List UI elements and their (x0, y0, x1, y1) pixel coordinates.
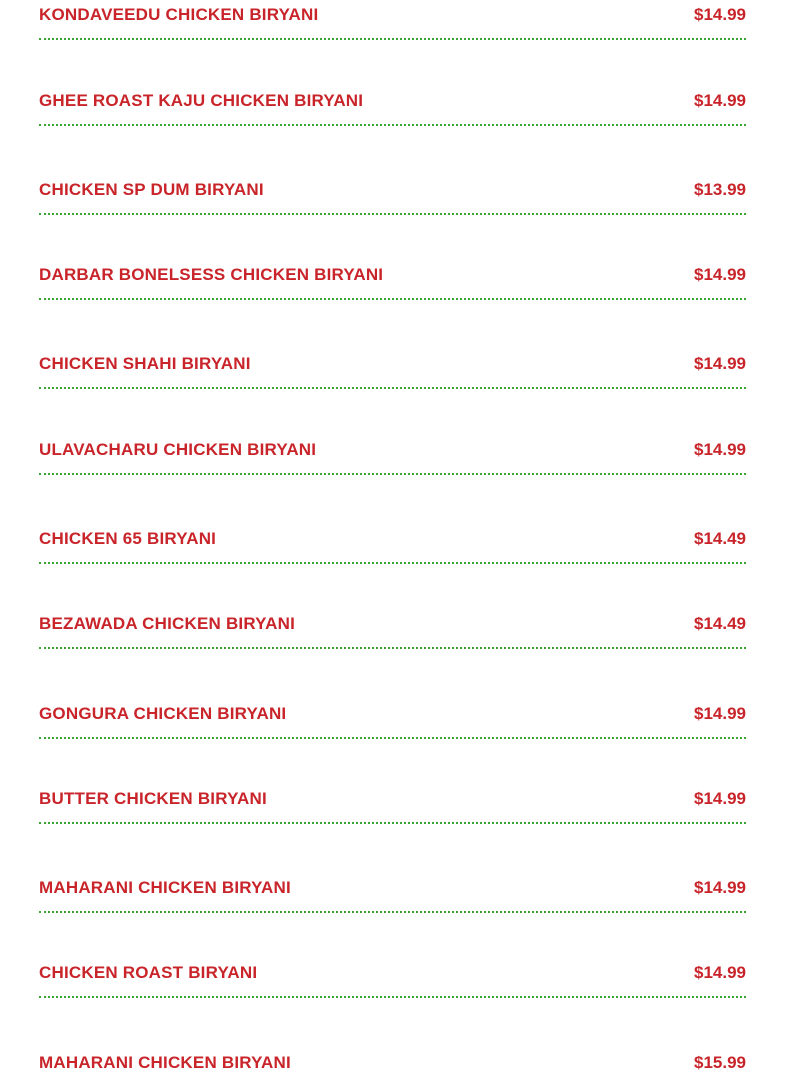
menu-item-price: $14.99 (694, 91, 746, 110)
dotted-divider (39, 911, 746, 913)
menu-item[interactable] (39, 1049, 746, 1089)
menu-item-price: $14.99 (694, 265, 746, 284)
menu-item-price: $14.49 (694, 614, 746, 633)
menu-item-price: $14.99 (694, 440, 746, 459)
menu-item-name: BUTTER CHICKEN BIRYANI (39, 789, 267, 808)
menu-item-price: $14.99 (694, 354, 746, 373)
dotted-divider (39, 647, 746, 649)
menu-item-name: GHEE ROAST KAJU CHICKEN BIRYANI (39, 91, 364, 110)
menu-item-price: $14.49 (694, 529, 746, 548)
menu-item-price: $14.99 (694, 704, 746, 723)
dotted-divider (39, 124, 746, 126)
menu-item[interactable] (39, 436, 746, 476)
dotted-divider (39, 473, 746, 475)
menu-item[interactable] (39, 700, 746, 740)
menu-item-name: KONDAVEEDU CHICKEN BIRYANI (39, 5, 319, 24)
menu-item-name: CHICKEN SHAHI BIRYANI (39, 354, 251, 373)
menu-item[interactable] (39, 785, 746, 825)
menu-item[interactable] (39, 1, 746, 41)
menu-item[interactable] (39, 176, 746, 216)
menu-item-name: MAHARANI CHICKEN BIRYANI (39, 878, 291, 897)
menu-item-price: $14.99 (694, 5, 746, 24)
menu-item-price: $14.99 (694, 789, 746, 808)
menu-item-name: ULAVACHARU CHICKEN BIRYANI (39, 440, 317, 459)
menu-item-name: CHICKEN SP DUM BIRYANI (39, 180, 264, 199)
dotted-divider (39, 387, 746, 389)
dotted-divider (39, 38, 746, 40)
menu-item[interactable] (39, 959, 746, 999)
menu-item-price: $13.99 (694, 180, 746, 199)
menu-item-name: MAHARANI CHICKEN BIRYANI (39, 1053, 291, 1072)
dotted-divider (39, 562, 746, 564)
dotted-divider (39, 822, 746, 824)
menu-item-price: $14.99 (694, 963, 746, 982)
menu-item-price: $15.99 (694, 1053, 746, 1072)
menu-item[interactable] (39, 525, 746, 565)
menu-item[interactable] (39, 610, 746, 650)
dotted-divider (39, 737, 746, 739)
menu-item-price: $14.99 (694, 878, 746, 897)
menu-item[interactable] (39, 350, 746, 390)
dotted-divider (39, 996, 746, 998)
menu-item[interactable] (39, 87, 746, 127)
dotted-divider (39, 213, 746, 215)
menu-item[interactable] (39, 874, 746, 914)
dotted-divider (39, 298, 746, 300)
menu-item[interactable] (39, 261, 746, 301)
menu-item-name: CHICKEN 65 BIRYANI (39, 529, 217, 548)
menu-item-name: GONGURA CHICKEN BIRYANI (39, 704, 287, 723)
menu-item-name: BEZAWADA CHICKEN BIRYANI (39, 614, 296, 633)
menu-item-name: DARBAR BONELSESS CHICKEN BIRYANI (39, 265, 384, 284)
menu-item-name: CHICKEN ROAST BIRYANI (39, 963, 258, 982)
